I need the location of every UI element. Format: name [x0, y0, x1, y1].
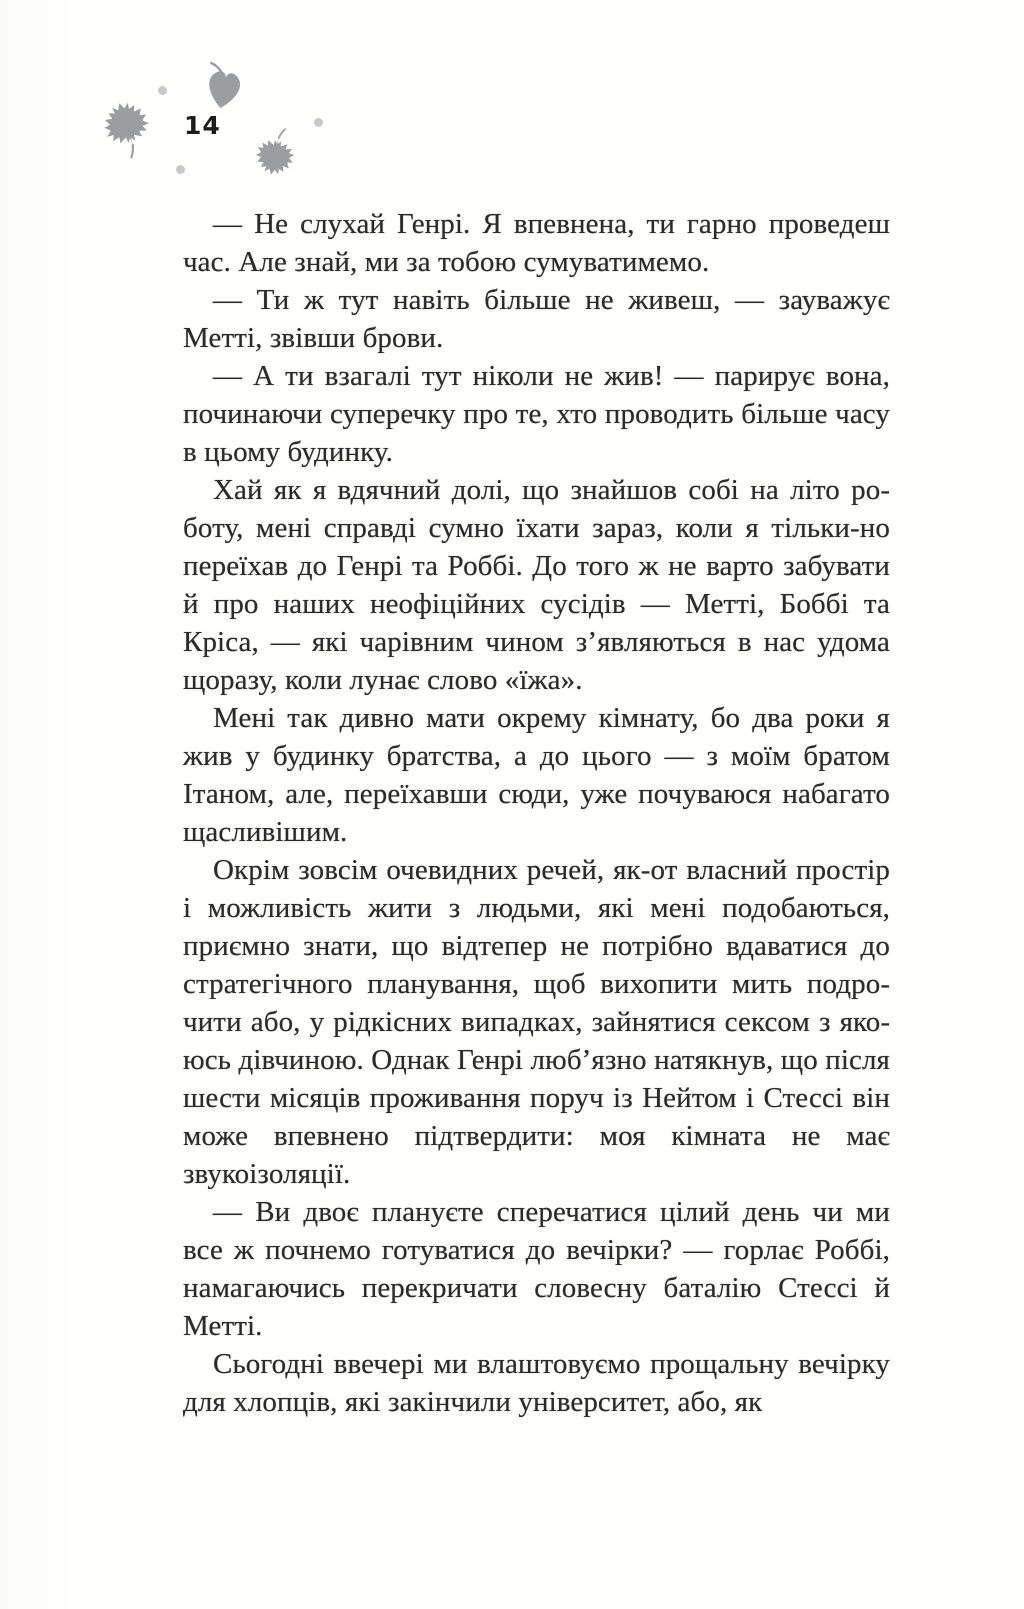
- paragraph: — А ти взагалі тут ніколи не жив! — парирує вона, починаючи суперечку про те, хто проводить більше часу в цьому будинку.: [183, 360, 890, 468]
- page-header: [0, 0, 1024, 200]
- paragraph: — Не слухай Генрі. Я впевнена, ти гарно проведеш час. Але знай, ми за тобою сумуватимемо.: [183, 208, 890, 278]
- paragraph: Окрім зовсім очевидних речей, як-от власний простір і можливість жити з людьми, які мені подобаються, приємно знати, що відтепер не потрібно вдаватися до стратегічного планування, щоб вихопити мить подрочити або, у рідкісних випадках, зайнятися сексом з якоюсь дівчиною. Однак Генрі люб’язно натякнув, що після шести місяців проживання поруч із Нейтом і Стессі він може впевнено підтвердити: моя кімната не має звукоізоляції.: [183, 854, 890, 1190]
- teardrop-leaf-icon: [199, 61, 249, 116]
- paragraph: Сьогодні ввечері ми влаштовуємо прощальну вечірку для хлопців, які закінчили університет, або, як: [183, 1348, 890, 1418]
- dot-icon: [314, 118, 323, 127]
- page-text: [183, 205, 890, 1421]
- paragraph: — Ти ж тут навіть більше не живеш, — зауважує Метті, звівши брови.: [183, 284, 890, 354]
- paragraph: — Ви двоє плануєте сперечатися цілий день чи ми все ж почнемо готуватися до вечірки? — горлає Роббі, намагаючись перекричати словесну баталію Стессі й Метті.: [183, 1196, 890, 1342]
- page-number: 14: [184, 111, 221, 140]
- paragraph: Мені так дивно мати окрему кімнату, бо два роки я жив у будинку братства, а до цього — з моїм братом Ітаном, але, переїхавши сюди, уже почуваюся набагато щасливішим.: [183, 702, 890, 848]
- dot-icon: [176, 165, 185, 174]
- dot-icon: [158, 86, 167, 95]
- paragraph: Хай як я вдячний долі, що знайшов собі на літо роботу, мені справді сумно їхати зараз, коли я тільки-но переїхав до Генрі та Роббі. До того ж не варто забувати й про наших неофіційних сусідів — Метті, Боббі та Кріса, — які чарівним чином з’являються в нас удома щоразу, коли лунає слово «їжа».: [183, 474, 890, 696]
- maple-leaf-icon: [247, 122, 304, 181]
- maple-leaf-icon: [93, 91, 163, 170]
